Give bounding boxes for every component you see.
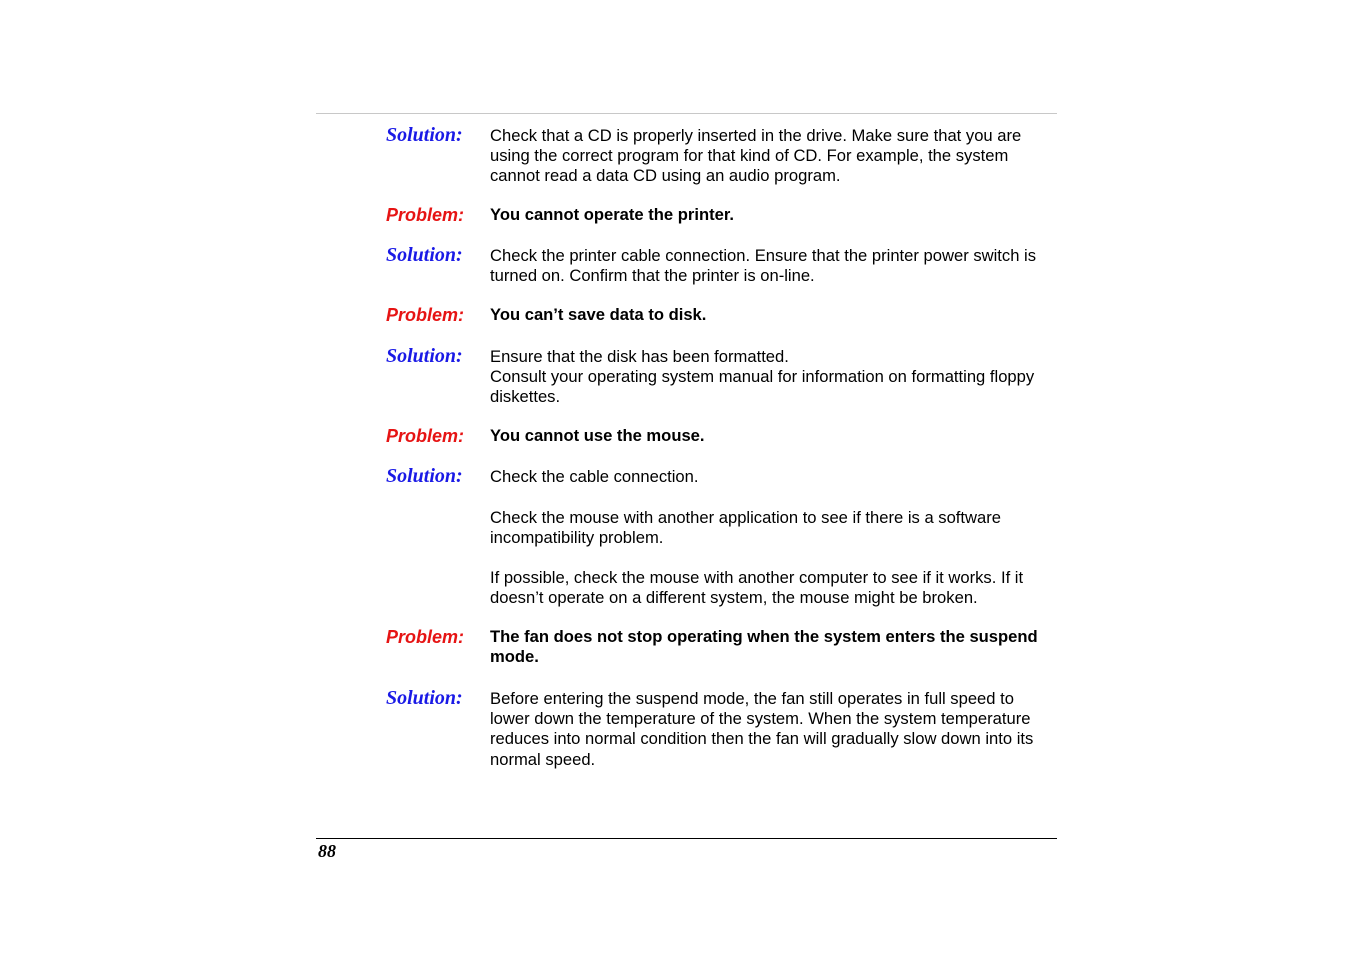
solution-paragraph: Check the printer cable connection. Ensure that the printer power switch is turned on. Confirm that the printer is on-line. bbox=[490, 246, 1037, 286]
solution-text bbox=[490, 347, 1056, 408]
solution-text bbox=[490, 467, 1056, 609]
problem-paragraph: You can’t save data to disk. bbox=[490, 305, 707, 324]
problem-paragraph: You cannot use the mouse. bbox=[490, 426, 705, 445]
solution-label: Solution: bbox=[386, 244, 463, 266]
problem-text bbox=[490, 426, 1056, 446]
problem-text bbox=[490, 305, 1056, 325]
solution-label: Solution: bbox=[386, 465, 463, 487]
solution-label: Solution: bbox=[386, 124, 463, 146]
footer-rule bbox=[316, 838, 1057, 839]
solution-paragraph: Ensure that the disk has been formatted. bbox=[490, 347, 789, 366]
problem-label: Problem: bbox=[386, 627, 465, 647]
solution-paragraph: Check the cable connection. bbox=[490, 467, 699, 486]
problem-text bbox=[490, 205, 1056, 225]
solution-text bbox=[490, 689, 1056, 770]
problem-text bbox=[490, 627, 1056, 667]
problem-label: Problem: bbox=[386, 205, 465, 225]
problem-paragraph: The fan does not stop operating when the system enters the suspend mode. bbox=[490, 627, 1038, 667]
solution-paragraph: Check the mouse with another application to see if there is a software incompatibility problem. bbox=[490, 507, 1001, 547]
solution-paragraph: If possible, check the mouse with another computer to see if it works. If it doesn’t operate on a different system, the mouse might be broken. bbox=[490, 568, 1024, 608]
solution-paragraph: Before entering the suspend mode, the fan still operates in full speed to lower down the temperature of the system. When the system temperature reduces into normal condition then the fan will gradually slow down into its normal speed. bbox=[490, 689, 1034, 769]
header-rule bbox=[316, 113, 1057, 114]
solution-label: Solution: bbox=[386, 345, 463, 367]
solution-text bbox=[490, 246, 1056, 286]
problem-label: Problem: bbox=[386, 426, 465, 446]
solution-text bbox=[490, 126, 1056, 187]
solution-paragraph: Check that a CD is properly inserted in the drive. Make sure that you are using the correct program for that kind of CD. For example, the system cannot read a data CD using an audio program. bbox=[490, 126, 1022, 186]
problem-paragraph: You cannot operate the printer. bbox=[490, 205, 735, 224]
solution-label: Solution: bbox=[386, 687, 463, 709]
page-number: 88 bbox=[318, 841, 336, 861]
solution-paragraph: Consult your operating system manual for information on formatting floppy diskettes. bbox=[490, 367, 1035, 407]
problem-label: Problem: bbox=[386, 305, 465, 325]
